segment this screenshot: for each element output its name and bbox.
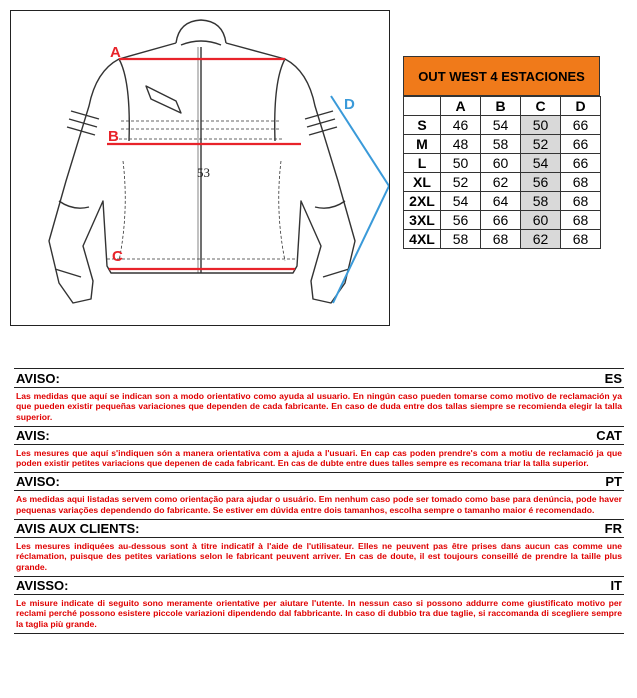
size-label: L [404, 154, 441, 173]
label-d: D [344, 96, 355, 113]
size-label: S [404, 116, 441, 135]
notice-text: Las medidas que aquí se indican son a modo orientativo como ayuda al usuario. En ningún caso pueden tomarse como motivo de reclamación ya que pueden existir pequeñas variaciones que dependen de cada fabricante. En caso de duda entre dos tallas siempre se recomienda elegir la talla superior. [16, 391, 622, 422]
notice-header [14, 426, 624, 445]
table-cell: 68 [561, 230, 601, 249]
table-cell: 56 [521, 173, 561, 192]
notice-title: AVISSO: [16, 577, 69, 593]
size-chart-title: OUT WEST 4 ESTACIONES [403, 56, 600, 96]
column-header: B [481, 97, 521, 116]
table-cell: 54 [481, 116, 521, 135]
size-label: XL [404, 173, 441, 192]
table-cell: 66 [561, 154, 601, 173]
collar-outline [176, 20, 226, 43]
table-cell: 68 [481, 230, 521, 249]
size-table [403, 96, 601, 249]
table-cell: 50 [521, 116, 561, 135]
table-row [404, 116, 601, 135]
table-cell: 58 [481, 135, 521, 154]
table-cell: 64 [481, 192, 521, 211]
notice-language-code: CAT [596, 427, 622, 443]
table-row [404, 154, 601, 173]
table-row [404, 173, 601, 192]
size-label: 4XL [404, 230, 441, 249]
table-cell: 62 [481, 173, 521, 192]
table-cell: 66 [481, 211, 521, 230]
notice-text: Les mesures que aquí s'indiquen són a manera orientativa com a ajuda a l'usuari. En cap cas poden prendre's com a motiu de reclamació ja que poden existir petites variacions que depenen de cada fabricant. En cas de dubte entre dues talles sempre es recomana triar la talla superior. [16, 447, 622, 469]
column-header: C [521, 97, 561, 116]
table-cell: 54 [521, 154, 561, 173]
notice-language-code: IT [610, 577, 622, 593]
table-cell: 48 [441, 135, 481, 154]
table-cell: 52 [441, 173, 481, 192]
notice-title: AVIS: [16, 427, 50, 443]
table-cell: 62 [521, 230, 561, 249]
table-cell: 68 [561, 211, 601, 230]
column-header: D [561, 97, 601, 116]
size-label: 2XL [404, 192, 441, 211]
notice-header [14, 519, 624, 538]
column-header: A [441, 97, 481, 116]
notice-language-code: FR [604, 521, 622, 537]
table-cell: 52 [521, 135, 561, 154]
notice-header [14, 369, 624, 388]
table-cell: 46 [441, 116, 481, 135]
notice-header [14, 576, 624, 595]
table-cell: 60 [481, 154, 521, 173]
size-label: M [404, 135, 441, 154]
table-cell: 68 [561, 173, 601, 192]
table-cell: 54 [441, 192, 481, 211]
notice-header [14, 472, 624, 491]
table-cell: 68 [561, 192, 601, 211]
size-label: 3XL [404, 211, 441, 230]
table-row [404, 230, 601, 249]
table-cell: 60 [521, 211, 561, 230]
notice-language-code: PT [605, 474, 622, 490]
tag-number: 53 [197, 165, 210, 180]
label-c: C [112, 248, 123, 265]
size-chart [403, 56, 600, 249]
notice-title: AVISO: [16, 370, 60, 386]
notice-text: Les mesures indiquées au-dessous sont à titre indicatif à l'aide de l'utilisateur. Elles ne peuvent pas être prises dans aucun cas comme une réclamation, puisque des petites variations selon le fabricant peuvent arriver. En cas de doute, il est toujours conseillé de prendre la taille plus grande. [16, 541, 622, 572]
size-table-header-row [404, 97, 601, 116]
table-cell: 58 [521, 192, 561, 211]
disclaimer-notices [14, 368, 624, 634]
table-row [404, 211, 601, 230]
notice-title: AVISO: [16, 474, 60, 490]
table-row [404, 192, 601, 211]
notice-title: AVIS AUX CLIENTS: [16, 521, 140, 537]
table-cell: 66 [561, 116, 601, 135]
measure-line-d [331, 96, 389, 186]
notice-text: As medidas aqui listadas servem como orientação para ajudar o usuário. Em nenhum caso pode ser tomado como base para denúncia, pode haver pequenas variações dependendo do fabricante. Se estiver em dúvida entre dois tamanhos, escolha sempre o tamanho maior é recomendado. [16, 494, 622, 515]
table-cell: 66 [561, 135, 601, 154]
jacket-illustration [11, 11, 389, 325]
notice-text: Le misure indicate di seguito sono meramente orientative per aiutare l'utente. In nessun caso si possono addurre come giustificato motivo per reclami perché possono esistere piccole variazioni dipendendo dal fabbricante. In caso di dubbio tra due taglie, si raccomanda di scegliere sempre la taglia più grande. [16, 597, 622, 629]
table-cell: 56 [441, 211, 481, 230]
header-corner [404, 97, 441, 116]
label-b: B [108, 128, 119, 145]
label-a: A [110, 44, 121, 61]
table-cell: 58 [441, 230, 481, 249]
table-row [404, 135, 601, 154]
table-cell: 50 [441, 154, 481, 173]
notice-language-code: ES [604, 370, 622, 386]
jacket-measurement-diagram [10, 10, 390, 326]
